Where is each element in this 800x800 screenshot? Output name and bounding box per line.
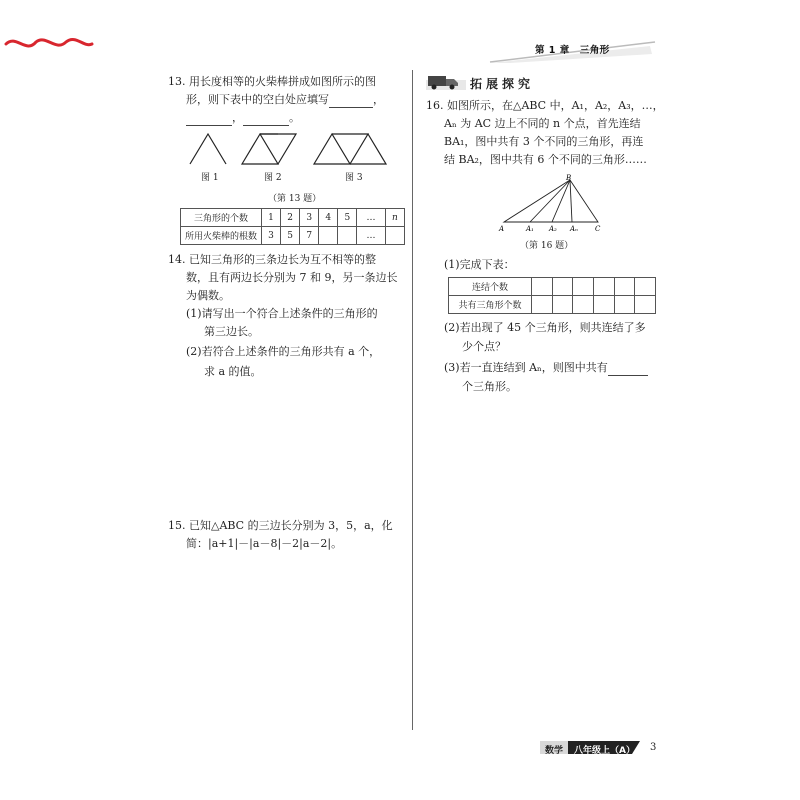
table-cell-blank[interactable] — [319, 227, 338, 245]
q16-blank[interactable] — [608, 363, 648, 376]
q13-table — [180, 208, 405, 245]
q14-part1-line2: 第三边长。 — [204, 325, 259, 338]
q14-part2-line2: 求 a 的值。 — [204, 365, 262, 378]
q16-line1: 16. 如图所示，在△ABC 中，A₁，A₂，A₃，…， — [426, 99, 664, 112]
q13-blank-2[interactable] — [186, 113, 232, 126]
table-row — [449, 278, 656, 296]
label-c: C — [595, 225, 601, 233]
q15-line1: 15. 已知△ABC 的三边长分别为 3，5，a，化 — [168, 519, 393, 532]
q16-part2-line1: (2)若出现了 45 个三角形，则共连结了多 — [444, 321, 646, 334]
table-row — [181, 227, 405, 245]
label-b: B — [566, 174, 572, 182]
table-cell: 2 — [281, 209, 300, 227]
label-a2: A₂ — [549, 225, 557, 233]
q13-line2 — [186, 92, 384, 108]
fig-label-1: 图 1 — [201, 173, 219, 183]
label-a: A — [499, 225, 505, 233]
matchstick-figures — [180, 128, 410, 168]
table-cell-blank[interactable] — [593, 278, 614, 296]
table-cell-blank[interactable] — [552, 278, 573, 296]
q14-part2-line1: (2)若符合上述条件的三角形共有 a 个， — [186, 345, 381, 358]
table-cell: 所用火柴棒的根数 — [181, 227, 262, 245]
fig-label-2: 图 2 — [264, 173, 282, 183]
column-divider — [412, 70, 413, 730]
table-row — [181, 209, 405, 227]
table-cell-blank[interactable] — [532, 278, 553, 296]
q13-line2-text: 形，则下表中的空白处应填写 — [186, 93, 329, 106]
table-cell-blank[interactable] — [385, 227, 404, 245]
q13-blank-3[interactable] — [243, 113, 289, 126]
label-an: Aₙ — [570, 225, 578, 233]
q16-table — [448, 277, 656, 314]
table-cell: 共有三角形个数 — [449, 296, 532, 314]
q13-comma: ， — [373, 93, 384, 106]
triangle-diagram — [490, 172, 610, 234]
table-cell: 3 — [262, 227, 281, 245]
truck-icon — [426, 74, 466, 92]
q16-caption: （第 16 题） — [520, 241, 574, 251]
table-cell: … — [357, 209, 385, 227]
table-cell-blank[interactable] — [614, 278, 635, 296]
chapter-title: 第 1 章 三角形 — [535, 45, 610, 56]
table-cell-blank[interactable] — [635, 296, 656, 314]
table-cell-blank[interactable] — [593, 296, 614, 314]
q16-line3: BA₁，图中共有 3 个不同的三角形，再连 — [444, 135, 644, 148]
q14-line3: 为偶数。 — [186, 289, 230, 302]
table-cell: … — [357, 227, 385, 245]
table-cell: 3 — [300, 209, 319, 227]
table-cell: 连结个数 — [449, 278, 532, 296]
q14-line1: 14. 已知三角形的三条边长为互不相等的整 — [168, 253, 376, 266]
q13-blank-1[interactable] — [329, 95, 373, 108]
table-cell-blank[interactable] — [338, 227, 357, 245]
table-cell-blank[interactable] — [532, 296, 553, 314]
table-cell: 三角形的个数 — [181, 209, 262, 227]
table-cell: 4 — [319, 209, 338, 227]
table-cell-blank[interactable] — [614, 296, 635, 314]
table-cell: n — [385, 209, 404, 227]
q16-part3-text: (3)若一直连结到 Aₙ，则图中共有 — [444, 361, 608, 374]
table-cell-blank[interactable] — [635, 278, 656, 296]
red-wave-decoration — [4, 34, 94, 54]
page-number: 3 — [650, 742, 657, 753]
footer-subject: 数学 — [545, 746, 564, 756]
table-cell: 7 — [300, 227, 319, 245]
label-a1: A₁ — [526, 225, 534, 233]
section-title: 拓展探究 — [470, 77, 535, 91]
table-cell: 1 — [262, 209, 281, 227]
q16-part3-line2: 个三角形。 — [462, 380, 517, 393]
q16-line2: Aₙ 为 AC 边上不同的 n 个点，首先连结 — [444, 117, 641, 130]
table-cell: 5 — [281, 227, 300, 245]
q14-part1-line1: (1)请写出一个符合上述条件的三角形的 — [186, 307, 378, 320]
table-cell-blank[interactable] — [573, 296, 594, 314]
q15-line2: 简：|a+1|－|a－8|－2|a－2|。 — [186, 537, 343, 550]
table-cell: 5 — [338, 209, 357, 227]
footer-grade: 八年级上（A） — [574, 746, 635, 756]
q13-line3 — [186, 110, 300, 126]
table-cell-blank[interactable] — [552, 296, 573, 314]
q16-part2-line2: 少个点？ — [462, 340, 506, 353]
fig-label-3: 图 3 — [345, 173, 363, 183]
q13-period: 。 — [289, 111, 300, 124]
q16-part3-line1 — [444, 360, 648, 376]
q14-line2: 数，且有两边长分别为 7 和 9，另一条边长 — [186, 271, 398, 284]
q13-line1: 13. 用长度相等的火柴棒拼成如图所示的图 — [168, 75, 376, 88]
table-row — [449, 296, 656, 314]
q16-part1: (1)完成下表： — [444, 258, 515, 271]
q13-sep: ， — [232, 111, 243, 124]
q16-line4: 结 BA₂，图中共有 6 个不同的三角形…… — [444, 153, 647, 166]
q13-caption: （第 13 题） — [268, 194, 322, 204]
table-cell-blank[interactable] — [573, 278, 594, 296]
